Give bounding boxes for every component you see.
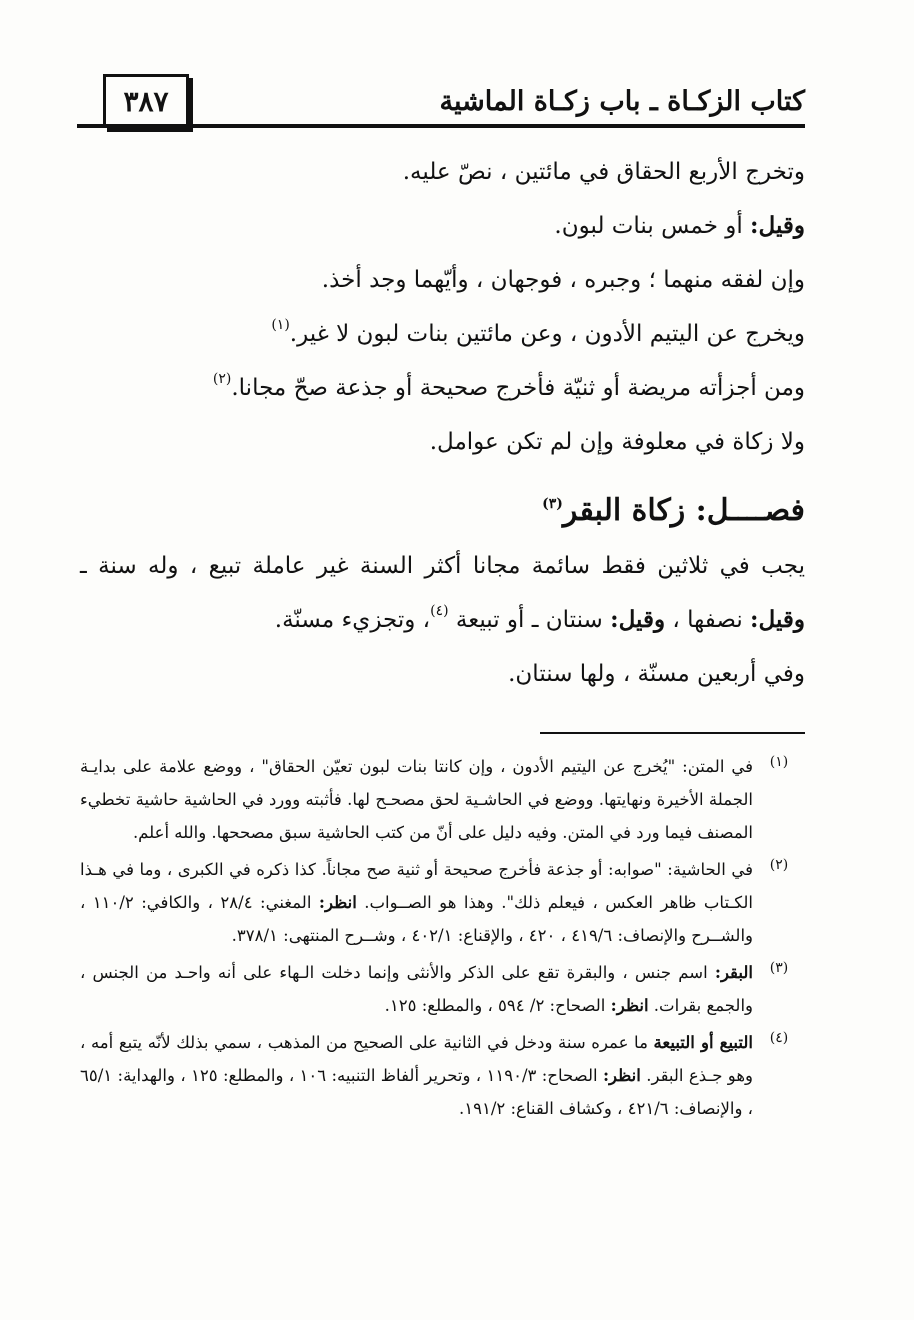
footnote-ref[interactable]: (٢) [212,371,232,387]
line-text: يجب في ثلاثين فقط سائمة مجانا أكثر السنة غير عاملة تبيع ، وله سنة ـ [80,553,805,579]
line-text: ومن أجزأته مريضة أو ثنيّة فأخرج صحيحة أو جذعة صحّ مجانا. [231,375,805,401]
page-number: ٣٨٧ [103,74,189,128]
bold-term: انظر: [610,996,649,1015]
line-text: ، وتجزيء مسنّة. [274,607,431,633]
line-text: وإن لفقه منهما ؛ وجبره ، فوجهان ، وأيّهما وجد أخذ. [321,267,805,293]
text-line [80,307,805,361]
footnote-text [80,956,753,1022]
main-text [80,145,805,701]
footnote-number: (٣) [769,960,789,976]
page-header [95,70,805,130]
bold-term: وقيل: [750,606,805,633]
bold-term: التبيع أو التبيعة [653,1033,753,1052]
footnote-ref[interactable]: (٣) [542,496,563,512]
text-line [80,145,805,199]
footnote-separator [540,732,805,734]
text-line [80,647,805,701]
text-line [80,361,805,415]
footnote-body: الصحاح: ٢/ ٥٩٤ ، والمطلع: ١٢٥. [384,996,611,1015]
bold-term: وقيل: [610,606,666,633]
running-title: كتاب الزكـاة ـ باب زكـاة الماشية [439,86,805,117]
bold-term: وقيل: [750,212,805,239]
bold-term: البقر: [714,963,753,982]
heading-text: فصــــل: زكاة البقر [562,493,805,528]
footnote-ref[interactable]: (١) [271,317,290,333]
paragraph [80,539,805,647]
footnote-text [80,1026,753,1125]
line-text: ولا زكاة في معلوفة وإن لم تكن عوامل. [429,429,805,455]
footnote-body: الصحاح: ١١٩٠/٣ ، وتحرير ألفاظ التنبيه: ١٠٦ ، والمطلع: ١٢٥ ، والهداية: ٦٥/١ ، والإنصاف: ٤٢١/٦ ، وكشاف القناع: ١٩١/٢. [80,1066,753,1118]
footnote [80,956,805,1022]
text-line [80,415,805,469]
line-text: ويخرج عن اليتيم الأدون ، وعن مائتين بنات لبون لا غير. [289,321,805,347]
footnote [80,853,805,952]
footnote-body: ما عمره سنة ودخل في الثانية على الصحيح من المذهب ، سمي بذلك لأنّه يتبع أمه ، وهو جـذع البقر. [80,1033,753,1085]
footnote-number: (٤) [769,1030,789,1046]
footnote-body: اسم جنس ، والبقرة تقع على الذكر والأنثى وإنما دخلت الـهاء على أنه واحـد من الجنس ، والجمع بقرات. [80,963,753,1015]
header-rule [77,124,805,128]
footnote [80,1026,805,1125]
footnote-ref[interactable]: (٤) [430,603,449,619]
footnote-body: في المتن: "يُخرج عن اليتيم الأدون ، وإن كانتا بنات لبون تعيّن الحقاق" ، ووضع علامة على بدايـة الجملة الأخيرة ونهايتها. ووضع في الحاشـية لحق مصحـح لها. فأثبته وورد في الحاشية حاشية تخطيء المصنف فيما ورد في المتن. وفيه دليل على أنّ من كتب الحاشية سبق مصححها. والله أعلم. [80,757,753,842]
line-text: وتخرج الأربع الحقاق في مائتين ، نصّ عليه. [402,159,805,185]
section-heading [80,469,805,539]
line-text: وفي أربعين مسنّة ، ولها سنتان. [508,661,805,687]
footnote-number: (١) [769,754,789,770]
footnote-text [80,853,753,952]
line-text: سنتان ـ أو تبيعة [448,607,611,633]
footnote-text [80,750,753,849]
footnote-body: المغني: ٢٨/٤ ، والكافي: ١١٠/٢ ، والشــرح والإنصاف: ٤١٩/٦ ، ٤٢٠ ، والإقناع: ٤٠٢/١ ، وشــرح المنتهى: ٣٧٨/١. [80,893,753,945]
footnote [80,750,805,849]
footnote-body: في الحاشية: "صوابه: أو جذعة فأخرج صحيحة أو ثنية صح مجاناً. كذا ذكره في الكبرى ، وما في هـذا الكـتاب ظاهر العكس ، فيعلم ذلك". وهذا هو الصــواب. [80,860,753,912]
footnote-number: (٢) [769,857,789,873]
line-text: نصفها ، [665,607,751,633]
bold-term: انظر: [602,1066,641,1085]
line-text: أو خمس بنات لبون. [554,213,751,239]
footnotes [80,750,805,1129]
text-line [80,253,805,307]
text-line [80,199,805,253]
bold-term: انظر: [318,893,357,912]
